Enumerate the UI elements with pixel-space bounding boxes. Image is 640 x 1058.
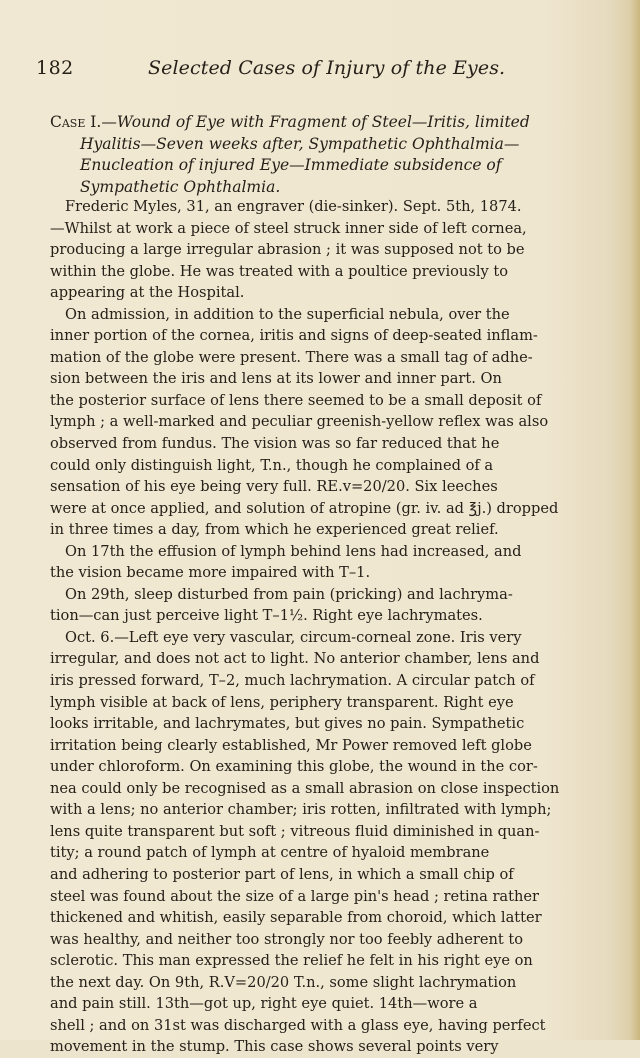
case-title-line: —Wound of Eye with Fragment of Steel—Iritis, limited (101, 113, 530, 131)
text-line: tion—can just perceive light T–1½. Right eye lachrymates. (50, 607, 483, 625)
text-line: movement in the stump. This case shows several points very (50, 1038, 499, 1056)
text-line: inner portion of the cornea, iritis and signs of deep-seated inflam- (50, 327, 538, 345)
running-title: Selected Cases of Injury of the Eyes. (148, 57, 506, 79)
text-line: looks irritable, and lachrymates, but gives no pain. Sympathetic (50, 715, 525, 733)
text-line: thickened and whitish, easily separable from choroid, which latter (50, 909, 542, 927)
text-line: sclerotic. This man expressed the relief he felt in his right eye on (50, 952, 533, 970)
text-line: shell ; and on 31st was discharged with a glass eye, having perfect (50, 1016, 546, 1034)
page-number: 182 (36, 57, 74, 79)
text-line: iris pressed forward, T–2, much lachrymation. A circular patch of (50, 672, 535, 690)
case-heading-line (50, 112, 590, 134)
text-line: and pain still. 13th—got up, right eye quiet. 14th—wore a (50, 995, 478, 1013)
text-line: lens quite transparent but soft ; vitreous fluid diminished in quan- (50, 822, 540, 840)
text-line: tity; a round patch of lymph at centre of hyaloid membrane (50, 844, 490, 862)
case-title-line: Hyalitis—Seven weeks after, Sympathetic Ophthalmia— (80, 134, 520, 153)
text-line: and adhering to posterior part of lens, in which a small chip of (50, 865, 514, 883)
text-line: nea could only be recognised as a small abrasion on close inspection (50, 779, 560, 797)
text-line: observed from fundus. The vision was so far reduced that he (50, 435, 500, 453)
text-line: producing a large irregular abrasion ; it was supposed not to be (50, 241, 525, 259)
text-line: mation of the globe were present. There was a small tag of adhe- (50, 348, 533, 366)
text-line: Frederic Myles, 31, an engraver (die-sinker). Sept. 5th, 1874. (65, 198, 522, 215)
case-heading (50, 112, 590, 198)
case-label: Case I. (50, 113, 102, 131)
case-body-text (50, 196, 590, 1058)
text-line: with a lens; no anterior chamber; iris rotten, infiltrated with lymph; (50, 801, 552, 819)
text-line: —Whilst at work a piece of steel struck inner side of left cornea, (50, 219, 527, 237)
text-line: lymph visible at back of lens, periphery transparent. Right eye (50, 693, 514, 711)
page-edge-shadow (630, 0, 640, 1040)
text-line: the vision became more impaired with T–1. (50, 564, 371, 582)
text-line: within the globe. He was treated with a poultice previously to (50, 262, 509, 280)
text-line: Oct. 6.—Left eye very vascular, circum-corneal zone. Iris very (65, 628, 522, 646)
text-line: On admission, in addition to the superficial nebula, over the (65, 305, 510, 323)
running-head (36, 57, 596, 87)
text-line: was healthy, and neither too strongly nor too feebly adherent to (50, 930, 524, 948)
text-line: under chloroform. On examining this globe, the wound in the cor- (50, 758, 538, 776)
text-line: lymph ; a well-marked and peculiar greenish-yellow reflex was also (50, 413, 549, 431)
text-line: appearing at the Hospital. (50, 284, 245, 302)
text-line: On 29th, sleep disturbed from pain (pricking) and lachryma- (65, 585, 513, 603)
text-line: sensation of his eye being very full. RE.v=20/20. Six leeches (50, 478, 498, 496)
text-line: steel was found about the size of a large pin's head ; retina rather (50, 887, 539, 905)
text-line: the posterior surface of lens there seemed to be a small deposit of (50, 391, 542, 409)
text-line: in three times a day, from which he experienced great relief. (50, 521, 499, 539)
case-title-line: Enucleation of injured Eye—Immediate subsidence of (80, 156, 502, 175)
text-line: irritation being clearly established, Mr Power removed left globe (50, 736, 532, 754)
text-line: irregular, and does not act to light. No anterior chamber, lens and (50, 650, 540, 668)
case-title-line: Sympathetic Ophthalmia. (80, 177, 281, 196)
text-line: could only distinguish light, T.n., though he complained of a (50, 456, 494, 474)
text-line: On 17th the effusion of lymph behind lens had increased, and (65, 542, 522, 560)
text-line: sion between the iris and lens at its lower and inner part. On (50, 370, 502, 388)
text-line: the next day. On 9th, R.V=20/20 T.n., some slight lachrymation (50, 973, 517, 991)
text-line: were at once applied, and solution of atropine (gr. iv. ad ℥j.) dropped (50, 499, 559, 517)
